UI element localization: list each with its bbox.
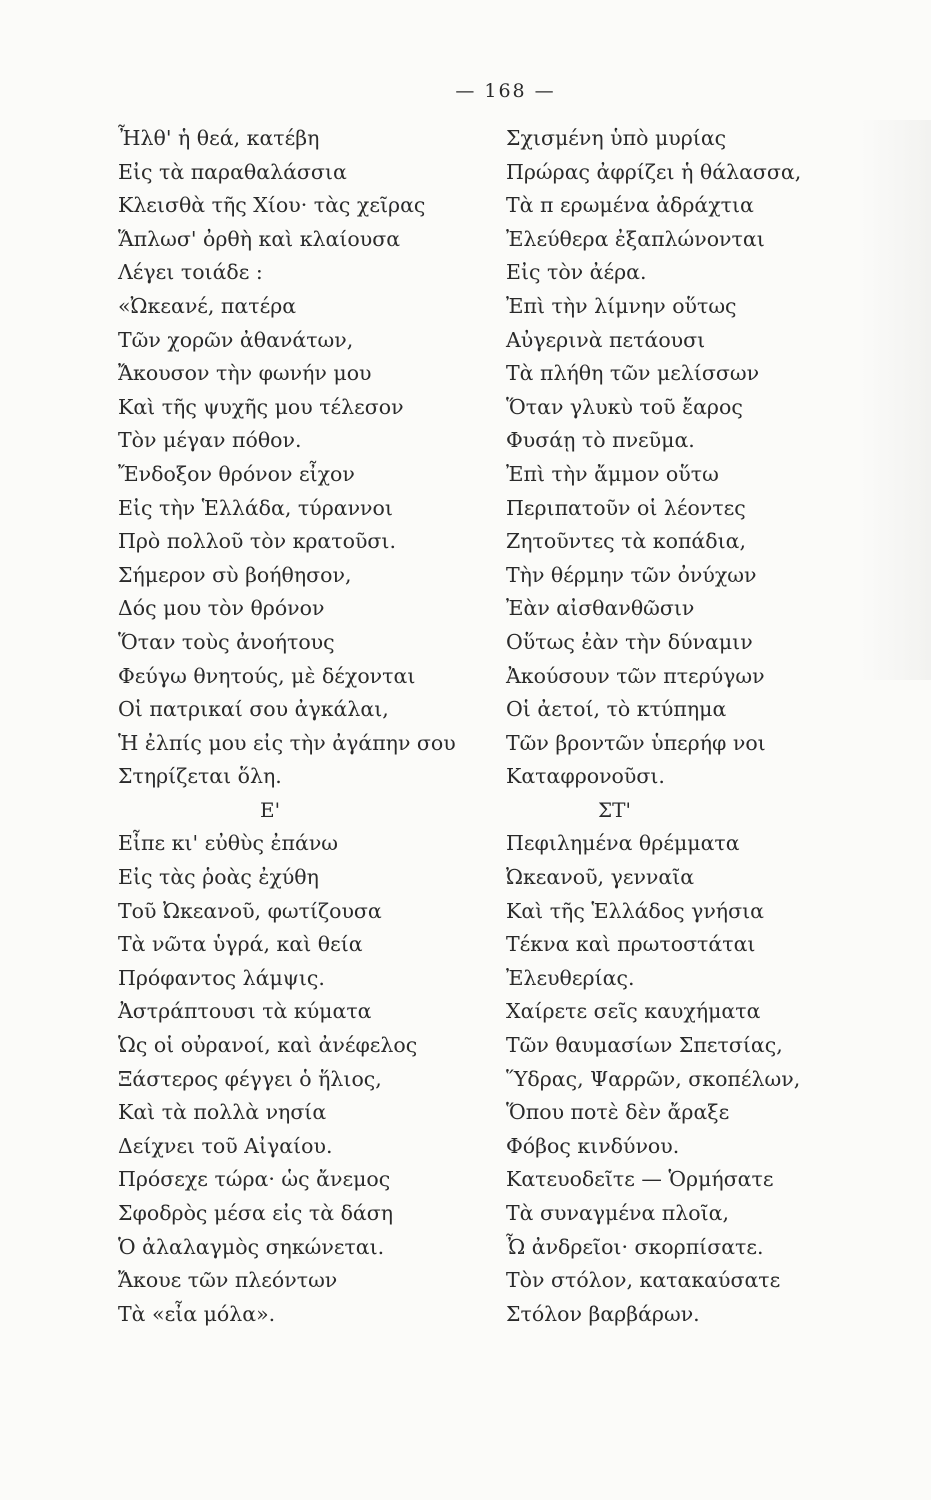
- verse-line: Ἐλευθερίας.: [506, 965, 635, 990]
- verse-line: Τῶν θαυμασίων Σπετσίας,: [506, 1033, 783, 1058]
- verse-line: Τὰ νῶτα ὑγρά, καὶ θεία: [118, 932, 363, 957]
- verse-line: Οἱ ἀετοί, τὸ κτύπημα: [506, 697, 727, 722]
- verse-line: Καταφρονοῦσι.: [506, 764, 665, 789]
- verse-line: Καὶ τὰ πολλὰ νησία: [118, 1100, 327, 1125]
- right-column: [506, 122, 926, 1331]
- verse-line: Στηρίζεται ὅλη.: [118, 764, 282, 789]
- verse-line: Χαίρετε σεῖς καυχήματα: [506, 999, 761, 1024]
- verse-line: Κλεισθὰ τῆς Χίου· τὰς χεῖρας: [118, 193, 426, 218]
- verse-line: Ὡς οἱ οὐρανοί, καὶ ἀνέφελος: [118, 1033, 418, 1058]
- verse-line: Τὴν θέρμην τῶν ὀνύχων: [506, 562, 757, 587]
- verse-line: Ἄκουε τῶν πλεόντων: [118, 1268, 338, 1293]
- verse-line: Τὰ «εἶα μόλα».: [118, 1301, 276, 1326]
- verse-line: Ἐλεύθερα ἐξαπλώνονται: [506, 226, 765, 251]
- verse-line: «Ὠκεανέ, πατέρα: [118, 293, 297, 318]
- left-column: [118, 122, 538, 1331]
- verse-line: Ἅπλωσ' ὀρθὴ καὶ κλαίουσα: [118, 226, 401, 251]
- verse-line: Ἐπὶ τὴν λίμνην οὕτως: [506, 293, 737, 318]
- verse-line: Ἐπὶ τὴν ἄμμον οὕτω: [506, 461, 719, 486]
- verse-line: Ὁ ἀλαλαγμὸς σηκώνεται.: [118, 1234, 385, 1259]
- verse-line: Πρὸ πολλοῦ τὸν κρατοῦσι.: [118, 529, 396, 554]
- verse-line: Σχισμένη ὑπὸ μυρίας: [506, 126, 727, 150]
- verse-line: Ἡ ἐλπίς μου εἰς τὴν ἀγάπην σου: [118, 730, 456, 755]
- verse-line: Τῶν χορῶν ἀθανάτων,: [118, 327, 354, 352]
- verse-line: Δείχνει τοῦ Αἰγαίου.: [118, 1133, 333, 1158]
- verse-line: Σήμερον σὺ βοήθησον,: [118, 562, 352, 587]
- verse-line: Περιπατοῦν οἱ λέοντες: [506, 495, 746, 520]
- verse-line: Στόλον βαρβάρων.: [506, 1301, 700, 1326]
- verse-line: Σφοδρὸς μέσα εἰς τὰ δάση: [118, 1201, 394, 1225]
- page-number: — 168 —: [455, 80, 556, 102]
- verse-line: Τὰ πλήθη τῶν μελίσσων: [506, 361, 760, 386]
- verse-line: Ζητοῦντες τὰ κοπάδια,: [506, 529, 747, 554]
- verse-line: Ὦ ἀνδρεῖοι· σκορπίσατε.: [506, 1234, 764, 1259]
- verse-line: Κατευοδεῖτε — Ὁρμήσατε: [506, 1167, 774, 1192]
- verse-line: Αὐγερινὰ πετάουσι: [506, 327, 706, 352]
- verse-line: Ὅταν γλυκὺ τοῦ ἔαρος: [506, 394, 743, 419]
- verse-line: Ἄκουσον τὴν φωνήν μου: [118, 361, 372, 386]
- verse-line: Ἀστράπτουσι τὰ κύματα: [118, 999, 372, 1024]
- verse-line: Ἐὰν αἰσθανθῶσιν: [506, 596, 695, 621]
- verse-line: Πεφιλημένα θρέμματα: [506, 831, 740, 856]
- verse-line: Τέκνα καὶ πρωτοστάται: [506, 932, 756, 957]
- verse-line: Τῶν βροντῶν ὑπερήφ νοι: [506, 730, 766, 755]
- verse-line: Εἰς τὰς ῥοὰς ἐχύθη: [118, 865, 319, 890]
- verse-line: Ἔνδοξον θρόνον εἶχον: [118, 461, 355, 486]
- verse-line: Ξάστερος φέγγει ὁ ἥλιος,: [118, 1066, 382, 1091]
- verse-line: Οὕτως ἐὰν τὴν δύναμιν: [506, 629, 753, 654]
- verse-line: Πρόσεχε τώρα· ὡς ἄνεμος: [118, 1167, 391, 1192]
- verse-line: Καὶ τῆς ψυχῆς μου τέλεσον: [118, 394, 404, 419]
- verse-line: Δός μου τὸν θρόνον: [118, 596, 325, 621]
- verse-line: Ἀκούσουν τῶν πτερύγων: [506, 663, 765, 688]
- verse-line: Πρόφαντος λάμψις.: [118, 965, 325, 990]
- verse-line: Καὶ τῆς Ἑλλάδος γνήσια: [506, 898, 764, 923]
- verse-line: Εἶπε κι' εὐθὺς ἐπάνω: [118, 831, 338, 856]
- verse-line: Ὅταν τοὺς ἀνοήτους: [118, 629, 335, 654]
- verse-line: Ὠκεανοῦ, γενναῖα: [506, 865, 695, 890]
- verse-line: Λέγει τοιάδε :: [118, 260, 263, 285]
- stanza-heading: Ε': [260, 797, 281, 822]
- verse-line: Πρώρας ἀφρίζει ἡ θάλασσα,: [506, 159, 802, 184]
- verse-line: Φεύγω θνητούς, μὲ δέχονται: [118, 663, 416, 688]
- verse-line: Τὰ π ερωμένα ἀδράχτια: [506, 193, 754, 218]
- verse-line: Τὸν στόλον, κατακαύσατε: [506, 1268, 781, 1293]
- verse-line: Τὰ συναγμένα πλοῖα,: [506, 1201, 730, 1225]
- verse-line: Οἱ πατρικαί σου ἀγκάλαι,: [118, 697, 389, 722]
- verse-line: Φόβος κινδύνου.: [506, 1133, 680, 1158]
- verse-line: Ἦλθ' ἡ θεά, κατέβη: [118, 126, 320, 150]
- verse-line: Ὕδρας, Ψαρρῶν, σκοπέλων,: [506, 1066, 801, 1091]
- verse-line: Ὅπου ποτὲ δὲν ἄραξε: [506, 1100, 730, 1125]
- verse-line: Εἰς τὸν ἀέρα.: [506, 260, 647, 285]
- verse-line: Εἰς τὴν Ἑλλάδα, τύραννοι: [118, 495, 393, 520]
- verse-line: Φυσάῃ τὸ πνεῦμα.: [506, 428, 695, 453]
- verse-line: Τοῦ Ὠκεανοῦ, φωτίζουσα: [118, 898, 382, 923]
- verse-line: Τὸν μέγαν πόθον.: [118, 428, 302, 453]
- verse-line: Εἰς τὰ παραθαλάσσια: [118, 159, 347, 184]
- stanza-heading: ΣΤ': [598, 797, 631, 822]
